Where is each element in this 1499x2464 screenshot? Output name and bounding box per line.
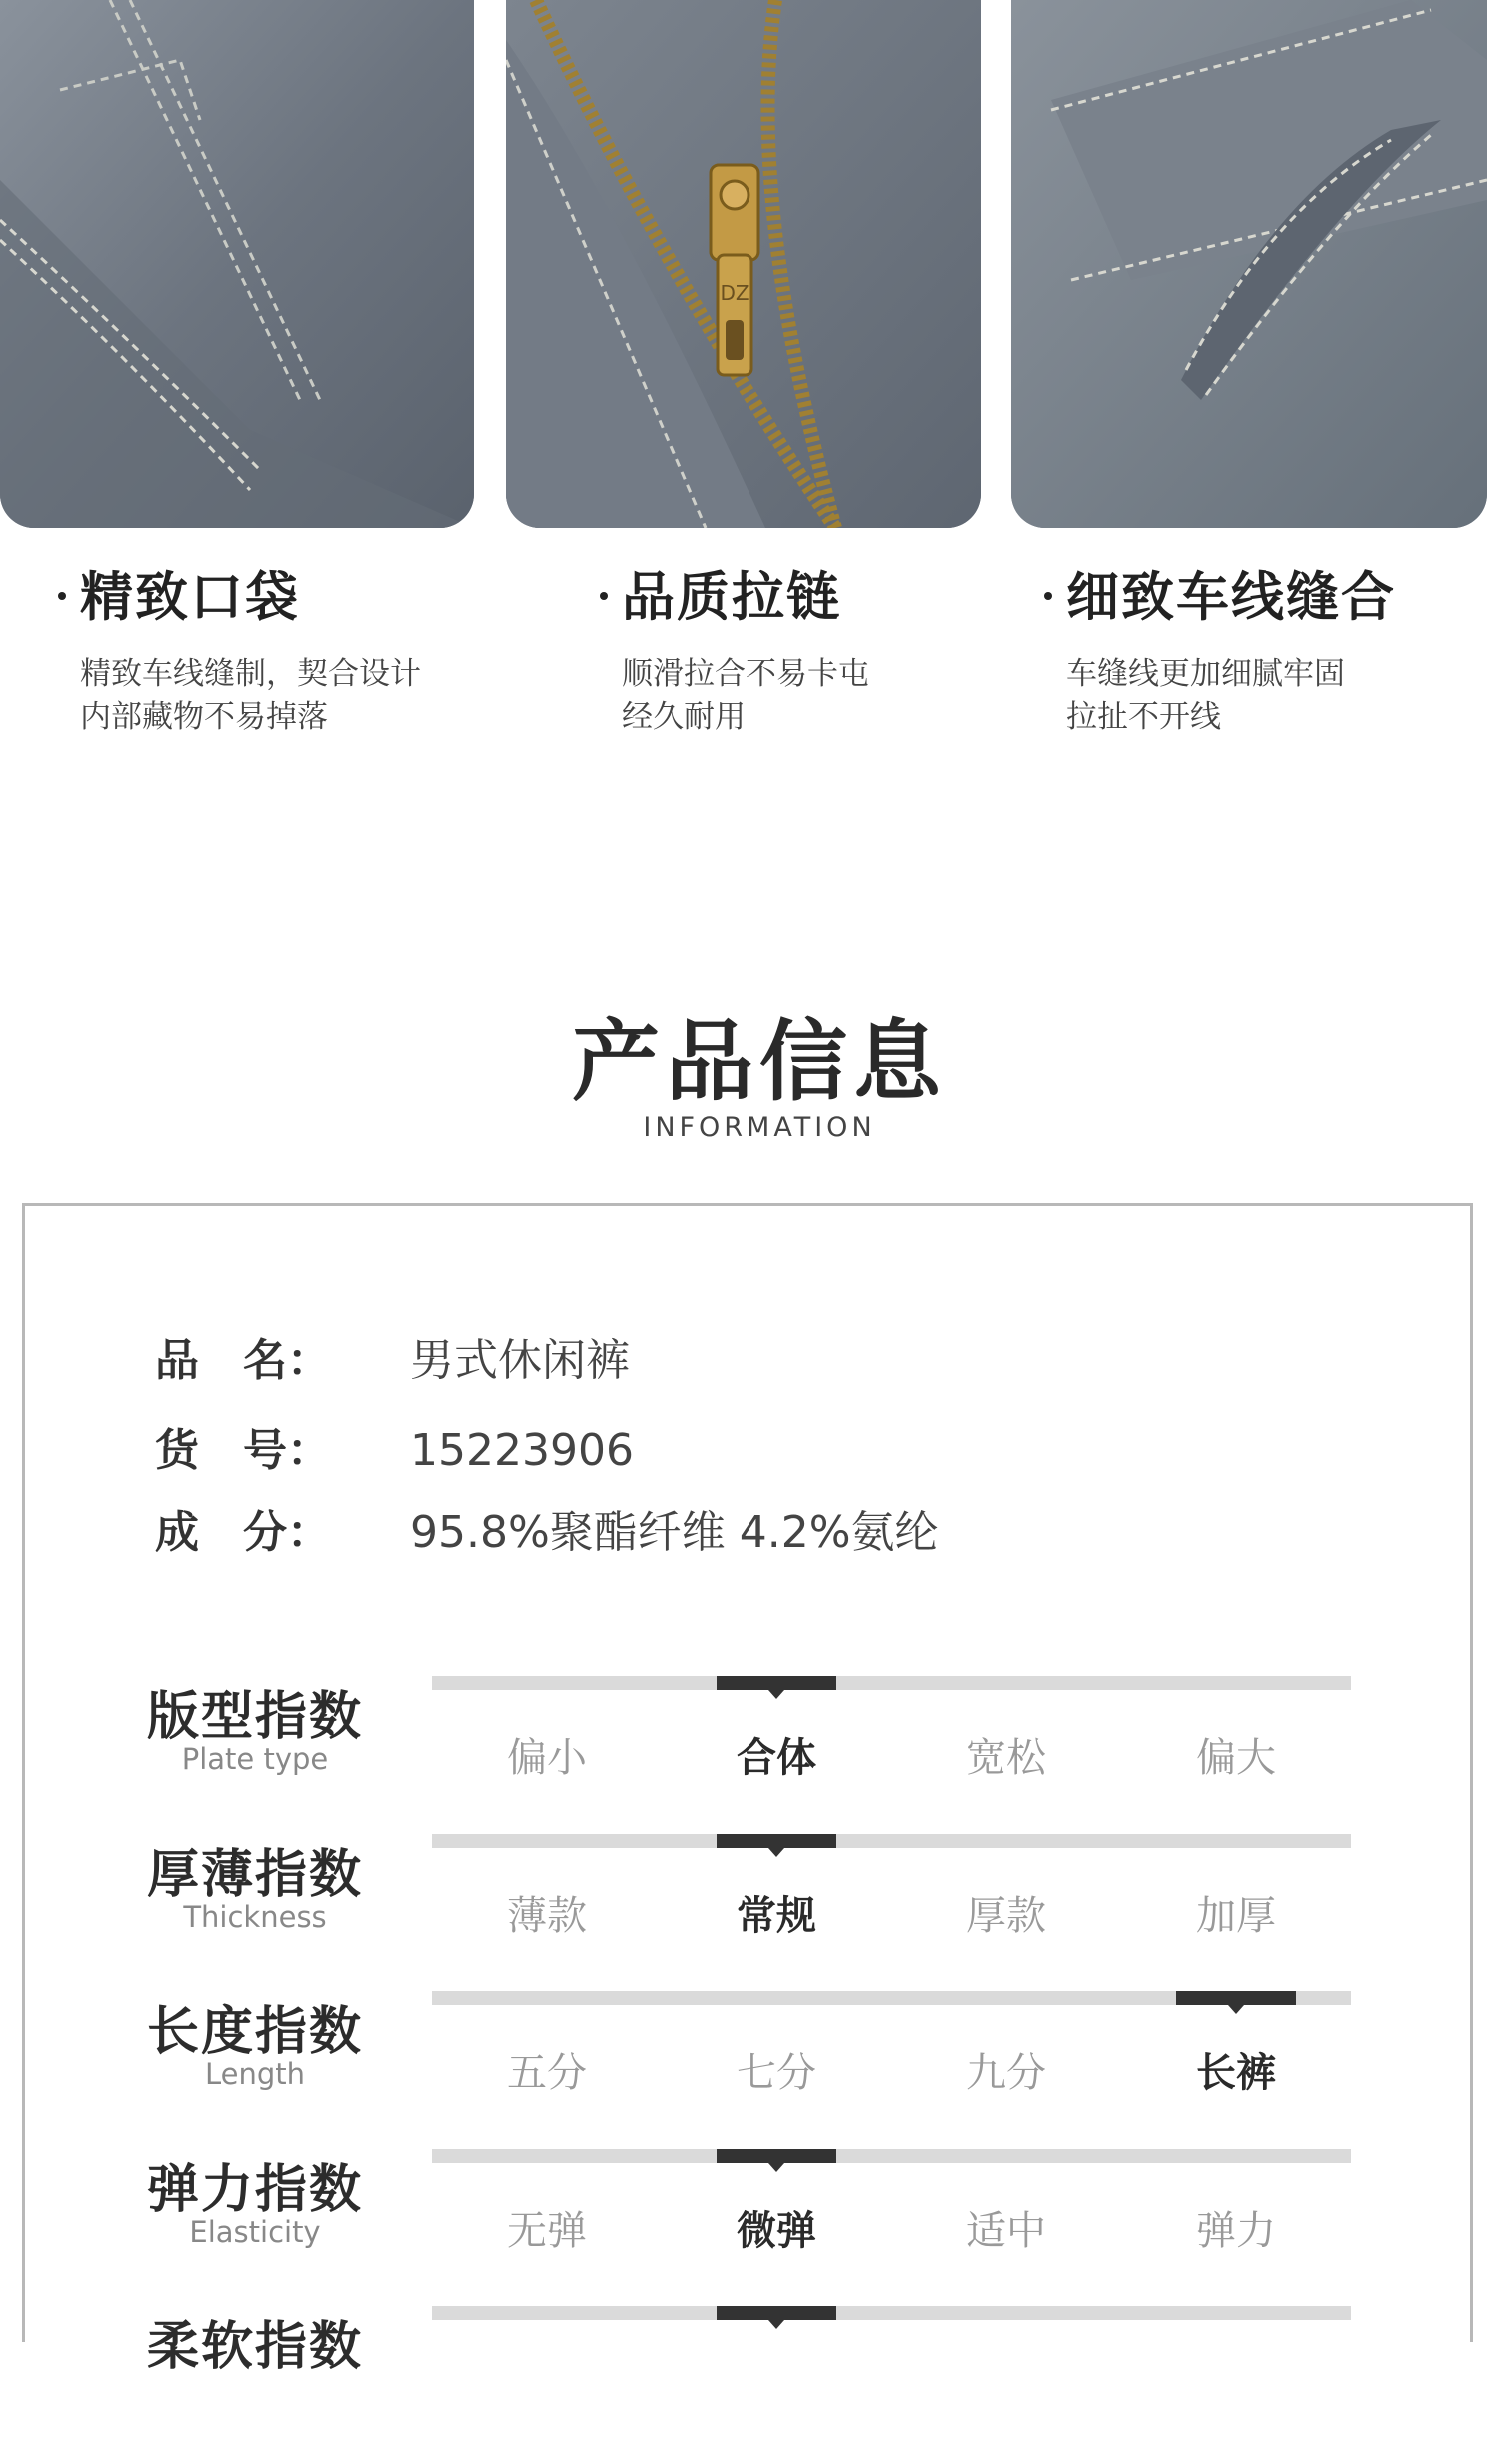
feature-title: 品质拉链 [600, 555, 869, 631]
scale-name: 弹力指数 [146, 2160, 363, 2220]
scale-option: 常规 [737, 1893, 816, 1939]
scale-option: 厚款 [966, 1893, 1046, 1939]
feature-title: 细致车线缝合 [1044, 555, 1396, 631]
spec-label: 品 名： [155, 1335, 331, 1386]
scale-name-en: Thickness [183, 1900, 327, 1934]
spec-row-sku [155, 1414, 634, 1478]
scale-row [0, 1989, 1499, 2149]
zipper-detail-photo [506, 0, 981, 528]
feature-description: 顺滑拉合不易卡屯 经久耐用 [622, 656, 869, 735]
scale-marker [717, 1834, 836, 1848]
feature-pocket [58, 555, 421, 739]
spec-label: 货 号： [155, 1425, 331, 1476]
spec-row-material [155, 1496, 939, 1560]
spec-value: 男式休闲裤 [410, 1335, 630, 1386]
scale-marker [1176, 1991, 1296, 2005]
scale-row [0, 1832, 1499, 1992]
scale-row [0, 1674, 1499, 1834]
scale-option: 加厚 [1196, 1893, 1276, 1939]
scale-name: 版型指数 [146, 1687, 363, 1747]
section-title: 产品信息 [571, 1010, 947, 1113]
scale-option: 适中 [966, 2208, 1046, 2254]
feature-zipper [600, 555, 869, 739]
scale-option: 七分 [737, 2050, 816, 2096]
bullet-dot-icon [600, 592, 608, 600]
scale-row [0, 2147, 1499, 2307]
scale-marker [717, 1676, 836, 1690]
detail-photo-strip [0, 0, 1499, 530]
spec-row-name [155, 1324, 630, 1388]
feature-title: 精致口袋 [58, 555, 421, 631]
pocket-detail-photo [0, 0, 474, 528]
scale-marker [717, 2306, 836, 2320]
scale-option: 宽松 [966, 1735, 1046, 1781]
scale-name-en: Length [204, 2057, 306, 2091]
spec-value: 15223906 [410, 1425, 634, 1476]
feature-stitching [1044, 555, 1396, 739]
scale-track [432, 2306, 1351, 2320]
scale-option: 偏大 [1196, 1735, 1276, 1781]
spec-value: 95.8%聚酯纤维 4.2%氨纶 [410, 1507, 939, 1558]
bullet-dot-icon [58, 592, 66, 600]
scale-row [0, 2304, 1499, 2464]
zipper-logo: DZ [720, 281, 750, 305]
scale-name: 厚薄指数 [146, 1845, 363, 1905]
scale-option: 弹力 [1196, 2208, 1276, 2254]
scale-option: 偏小 [507, 1735, 587, 1781]
scale-track [432, 1676, 1351, 1690]
scale-name: 长度指数 [146, 2002, 363, 2062]
scale-option: 微弹 [737, 2208, 816, 2254]
stitching-detail-photo [1011, 0, 1487, 528]
bullet-dot-icon [1044, 592, 1052, 600]
scale-option: 薄款 [507, 1893, 587, 1939]
spec-label: 成 分： [155, 1507, 331, 1558]
feature-description: 精致车线缝制，契合设计 内部藏物不易掉落 [80, 656, 421, 735]
scale-name-en: Elasticity [189, 2215, 321, 2249]
scale-name: 柔软指数 [146, 2317, 363, 2377]
scale-option: 五分 [507, 2050, 587, 2096]
scale-marker [717, 2149, 836, 2163]
scale-track [432, 1834, 1351, 1848]
section-subtitle: INFORMATION [643, 1112, 876, 1143]
scale-option: 长裤 [1196, 2050, 1276, 2096]
scale-option: 合体 [737, 1735, 816, 1781]
scale-track [432, 2149, 1351, 2163]
scale-option: 无弹 [507, 2208, 587, 2254]
feature-description: 车缝线更加细腻牢固 拉扯不开线 [1066, 656, 1345, 735]
scale-option: 九分 [966, 2050, 1046, 2096]
scale-name-en: Plate type [181, 1742, 329, 1776]
